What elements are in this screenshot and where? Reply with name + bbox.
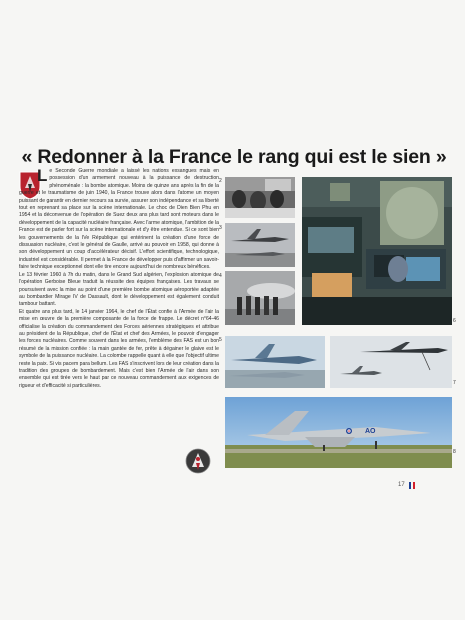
photo-number: 7 xyxy=(453,380,456,386)
paragraph-2: Le 13 février 1960 à 7h du matin, dans le Grand Sud algérien, l'explosion atomique de l'opération Gerboise Bleue traduit la réussite des équipes françaises. Les travaux se poursuivent avec la mise au point d'une première bombe atomique aéroportée adaptée au bombardier Mirage IV de Dassault, dont le développement est également conduit tambour battant. xyxy=(19,271,219,308)
article-text xyxy=(19,168,219,390)
paragraph-3: Et quatre ans plus tard, le 14 janvier 1964, le chef de l'État confie à l'Armée de l'air la mise en œuvre de la première composante de la force de frappe. Le décret n°64-46 officialise la création du commandement des Forces aériennes stratégiques et attribue au président de la République, chef de l'État et chef des Armées, le pouvoir d'engager les forces nucléaires. Comme souvent dans les armées, l'emblème des FAS est un bon résumé de la mission confiée : la main gantée de fer, prête à dégainer le glaive est le symbole de la puissance nucléaire. La colombe rappelle quant à elle que l'objectif ultime reste la paix. Si vis pacem para bellum. Les FAS s'inscrivent lors de leur création dans la tradition des groupes de bombardement. Mais c'est bien l'Armée de l'air dans son ensemble qui est tirée vers le haut par ce nouveau commandement aux exigences de rigueur et d'efficacité si particulières. xyxy=(19,308,219,389)
photo-air-refuelling xyxy=(330,336,452,388)
svg-text:AO: AO xyxy=(365,428,376,435)
paragraph-intro xyxy=(19,168,219,272)
photo-number: 3 xyxy=(219,225,222,231)
flag-blue-stripe xyxy=(409,482,411,489)
photo-bombers xyxy=(225,223,295,267)
photo-number: 8 xyxy=(453,449,456,455)
photo-number: 2 xyxy=(219,178,222,184)
photo-control-room xyxy=(302,177,452,325)
page-title: « Redonner à la France le rang qui est le sien » xyxy=(21,146,447,168)
paragraph-1: e Seconde Guerre mondiale a laissé les nations exsangues mais en possession d'un armement nouveau à la puissance de destruction phénoménale : la bombe atomique. Moins de quinze ans après la fin de la guerre et le traumatisme de juin 1940, la France trouve alors dans l'atome un moyen puissant de garantir en dernier recours sa survie, assurer son indépendance et sa liberté tout en reprenant sa place sur la scène internationale. Le choc de Dien Bien Phu en 1954 et la déconvenue de l'opération de Suez deux ans plus tard sont moteurs dans le développement de la capacité nucléaire française. Avec l'arme atomique, l'ambition de la France est de parler fort sur la scène internationale et d'y être entendue. Si ce sont bien les gouvernements de la IVe République qui entérinent la création d'une force de dissuasion nucléaire, c'est le général de Gaulle, arrivé au pouvoir en 1958, qui donne à son développement un coup d'accélérateur décisif. L'effort scientifique, technologique, industriel est considérable. Il permet à la France de développer puis d'affirmer un savoir-faire technique exceptionnel dont elle tire encore aujourd'hui de nombreux bénéfices. xyxy=(19,168,219,271)
photo-number: 5 xyxy=(219,337,222,343)
drop-cap: L xyxy=(37,166,48,185)
page-number: 17 xyxy=(398,482,405,488)
photo-mirage-iv xyxy=(225,397,452,468)
photo-crew xyxy=(225,271,295,325)
fas-emblem-icon xyxy=(185,448,211,474)
photo-scientists xyxy=(225,177,295,218)
photo-number: 6 xyxy=(453,318,456,324)
flag-red-stripe xyxy=(413,482,415,489)
photo-hangar-jets xyxy=(225,336,325,388)
photo-number: 4 xyxy=(219,273,222,279)
